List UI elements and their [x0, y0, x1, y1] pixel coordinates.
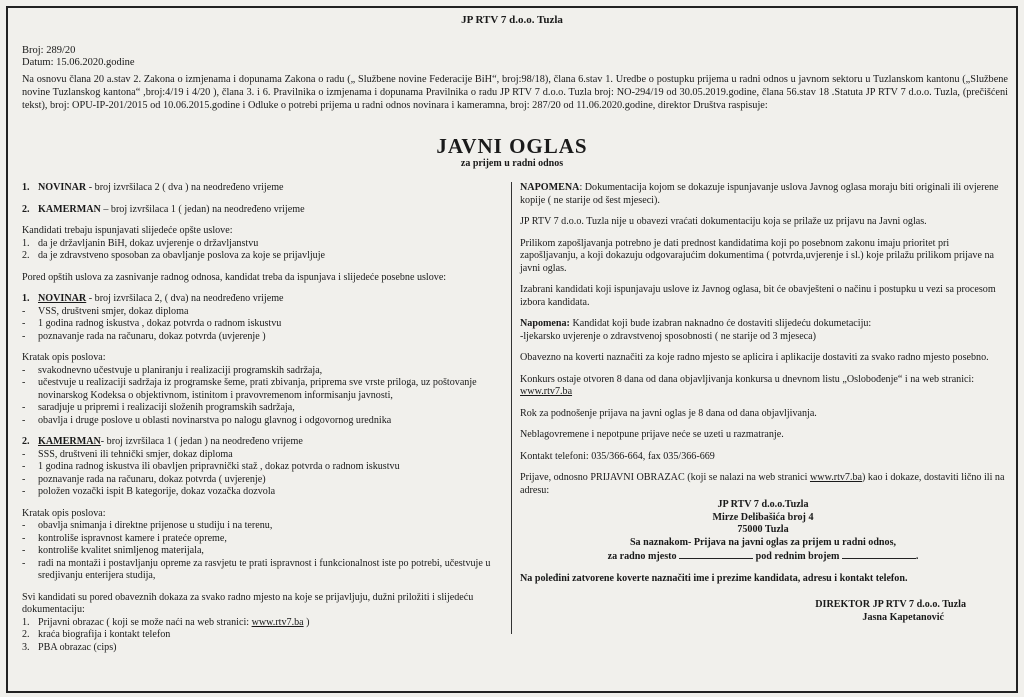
special-position-1-heading: 1. NOVINAR - broj izvršilaca 2, ( dva) na neodređeno vrijeme	[22, 293, 284, 304]
list-item: 1. Prijavni obrazac ( koji se može naći na web stranici: www.rtv7.ba )	[22, 616, 310, 628]
position-2-details: – broj izvršilaca 1 ( jedan) na neodređeno vrijeme	[100, 203, 305, 215]
general-conditions-intro: Kandidati trebaju ispunjavati slijedeće opšte uslove:	[22, 225, 233, 236]
job-description-title-1: Kratak opis poslova:	[22, 352, 106, 363]
paragraph: Neblagovremene i nepotpune prijave neće se uzeti u razmatranje.	[520, 429, 784, 440]
list-item: 3. PBA obrazac (cips)	[22, 641, 117, 653]
job-description-title-2: Kratak opis poslova:	[22, 507, 106, 519]
documents-intro: Svi kandidati su pored obaveznih dokaza za svako radno mjesto na koje se prijavljuju, dužni priložiti i slijedeću dokumentaciju:	[22, 591, 474, 615]
paragraph: JP RTV 7 d.o.o. Tuzla nije u obavezi vraćati dokumentaciju koja se prilaže uz prijavu na Javni oglas.	[520, 216, 927, 227]
position-1-name: NOVINAR	[38, 182, 87, 193]
website-link[interactable]: www.rtv7.ba	[520, 386, 573, 397]
list-item: - radi na montaži i postavljanju opreme za rasvjetu te prati ispravnost i funkcionalnost iste po potrebi, učestvuje u sredjivanju enterijera studija,	[22, 557, 491, 581]
reference-number: Broj: 289/20	[22, 45, 76, 56]
note-2-label: Napomena:	[520, 318, 570, 329]
paragraph: Izabrani kandidati koji ispunjavaju uslove iz Javnog oglasa, bit će obavješteni o načinu i postupku u vezi sa procesom izbora kandidata.	[520, 284, 996, 308]
position-2-name: KAMERMAN	[38, 203, 101, 215]
special-position-2-name: KAMERMAN	[38, 436, 101, 447]
signature-name: Jasna Kapetanović	[862, 611, 944, 623]
envelope-instructions: Na poleđini zatvorene koverte naznačiti ime i prezime kandidata, adresu i kontakt telefon.	[520, 572, 908, 584]
list-item: - obavlja snimanja i direktne prijenose u studiju i na terenu,	[22, 520, 273, 531]
signature-title: DIREKTOR JP RTV 7 d.o.o. Tuzla	[815, 599, 966, 610]
page-subtitle: za prijem u radni odnos	[460, 158, 564, 169]
mailing-address: JP RTV 7 d.o.o.Tuzla Mirze Delibašića broj 4 75000 Tuzla Sa naznakom- Prijava na javni oglas za prijem u radni odnos, za radno mjesto pod rednim brojem .	[607, 499, 919, 562]
list-item: - saradjuje u pripremi i realizaciji složenih programskih sadržaja,	[22, 402, 295, 413]
list-item: - SSS, društveni ili tehnički smjer, dokaz diploma	[22, 448, 233, 460]
list-item: - 1 godina radnog iskustva ili obavljen pripravnički staž , dokaz potvrda o radnom iskustvu	[22, 461, 400, 472]
contact-phones: Kontakt telefoni: 035/366-664, fax 035/366-669	[520, 450, 715, 462]
column-divider	[511, 182, 512, 634]
note-paragraph: NAPOMENA: Dokumentacija kojom se dokazuje ispunjavanje uslova Javnog oglasa moraju biti originali ili ovjerene kopije ( ne starije od šest mjeseci).	[520, 182, 999, 206]
note-2-paragraph: Napomena: Kandidat koji bude izabran naknadno će dostaviti slijedeću dokumetaciju:	[520, 318, 872, 329]
website-link[interactable]: www.rtv7.ba	[809, 472, 863, 483]
position-1-number: 1.	[22, 182, 30, 193]
special-position-2-heading: 2. KAMERMAN- broj izvršilaca 1 ( jedan ) na neodređeno vrijeme	[22, 436, 303, 447]
left-column	[22, 182, 502, 654]
paragraph: Prilikom zapošljavanja potrebno je dati prednost kandidatima koji po posebnom zakonu imaju prioritet pri zapošljavanju, a koji dokazuju odgovarajućim dokumentima ( potvrda,uvjerenje i sl.) koje prilažu prilikom prijave na javni oglas.	[520, 237, 994, 274]
paragraph: Konkurs ostaje otvoren 8 dana od dana objavljivanja konkursa u dnevnom listu „Oslobođenje“ i na web stranici: www.rtv7.ba	[520, 373, 975, 397]
website-link[interactable]: www.rtv7.ba	[251, 616, 304, 628]
list-item: - učestvuje u realizaciji sadržaja iz programske šeme, prati zbivanja, priprema sve vrste priloga, uz poštovanje novinarskog Kodeksa o objektivnom, istinitom i pravovremenom informisanju javnosti,	[22, 377, 477, 401]
position-1-heading	[22, 182, 502, 195]
blank-line	[842, 549, 916, 559]
list-item: 2. kraća biografija i kontakt telefon	[22, 629, 171, 640]
list-item: - obavlja i druge poslove u oblasti novinarstva po nalogu glavnog i odgovornog urednika	[22, 414, 392, 426]
list-item: - svakodnevno učestvuje u planiranju i realizaciji programskih sadržaja,	[22, 364, 323, 376]
legal-basis-paragraph: Na osnovu člana 20 a.stav 2. Zakona o izmjenama i dopunama Zakona o radu („ Službene novine Federacije BiH“, broj:98/18), člana 6.stav 1. Uredbe o postupku prijema u radni odnos u javnom sektoru u Tuzlanskom kantonu („Službene novine Tuzlanskog kantona“ ,broj:4/19 i 4/20 ), člana 3. i 6. Pravilnika o izmjenama i dopunama Pravilnika o radu JP RTV 7 d.o.o. Tuzla broj: NO-294/19 od 30.05.2019.godine, člana 56.stav 18 .Statuta JP RTV 7 d.o.o. Tuzla, (prečišćeni tekst), broj: OPU-IP-201/2015 od 10.06.2015.godine i Odluke o potrebi prijema u radni odnos novinara i kameramna, broj: 287/20 od 11.06.2020.godine, direktor Društva raspisuje:	[22, 74, 1008, 112]
note-2-line: -ljekarsko uvjerenje o zdravstvenoj sposobnosti ( ne starije od 3 mjeseca)	[520, 330, 816, 342]
list-item: - 1 godina radnog iskustva , dokaz potvrda o radnom iskustvu	[22, 318, 282, 329]
list-item: - kontroliše kvalitet snimljenog materijala,	[22, 545, 204, 556]
paragraph: Obavezno na koverti naznačiti za koje radno mjesto se aplicira i aplikacije dostaviti za svako radno mjesto posebno.	[520, 352, 989, 363]
list-item: - kontroliše ispravnost kamere i prateće opreme,	[22, 532, 227, 544]
list-item: - poznavanje rada na računaru, dokaz potvrda ( uvjerenje)	[22, 473, 266, 485]
paragraph: Prijave, odnosno PRIJAVNI OBRAZAC (koji se nalazi na web stranici www.rtv7.ba) kao i dokaze, dostaviti lično ili na adresu:	[520, 472, 1005, 496]
list-item: 2. da je zdravstveno sposoban za obavljanje poslova za koje se prijavljuje	[22, 250, 326, 261]
special-position-1-name: NOVINAR	[38, 293, 87, 304]
paragraph: Rok za podnošenje prijava na javni oglas je 8 dana od dana objavljivanja.	[520, 407, 817, 419]
company-header: JP RTV 7 d.o.o. Tuzla	[461, 14, 563, 26]
reference-date: Datum: 15.06.2020.godine	[22, 57, 135, 68]
special-conditions-intro: Pored opštih uslova za zasnivanje radnog odnosa, kandidat treba da ispunjava i slijedeće posebne uslove:	[22, 271, 447, 283]
blank-line	[679, 549, 753, 559]
position-2-number: 2.	[22, 203, 30, 215]
list-item: 1. da je državljanin BiH, dokaz uvjerenje o državljanstvu	[22, 237, 259, 249]
position-2-heading	[22, 204, 502, 217]
page-title: JAVNI OGLAS	[436, 134, 588, 158]
note-label: NAPOMENA	[520, 182, 580, 193]
list-item: - VSS, društveni smjer, dokaz diploma	[22, 305, 189, 317]
list-item: - poznavanje rada na računaru, dokaz potvrda (uvjerenje )	[22, 330, 266, 342]
reference-block	[22, 45, 135, 69]
position-1-details: - broj izvršilaca 2 ( dva ) na neodređeno vrijeme	[86, 182, 284, 193]
right-column	[520, 182, 1006, 624]
list-item: - položen vozački ispit B kategorije, dokaz vozačka dozvola	[22, 486, 276, 497]
